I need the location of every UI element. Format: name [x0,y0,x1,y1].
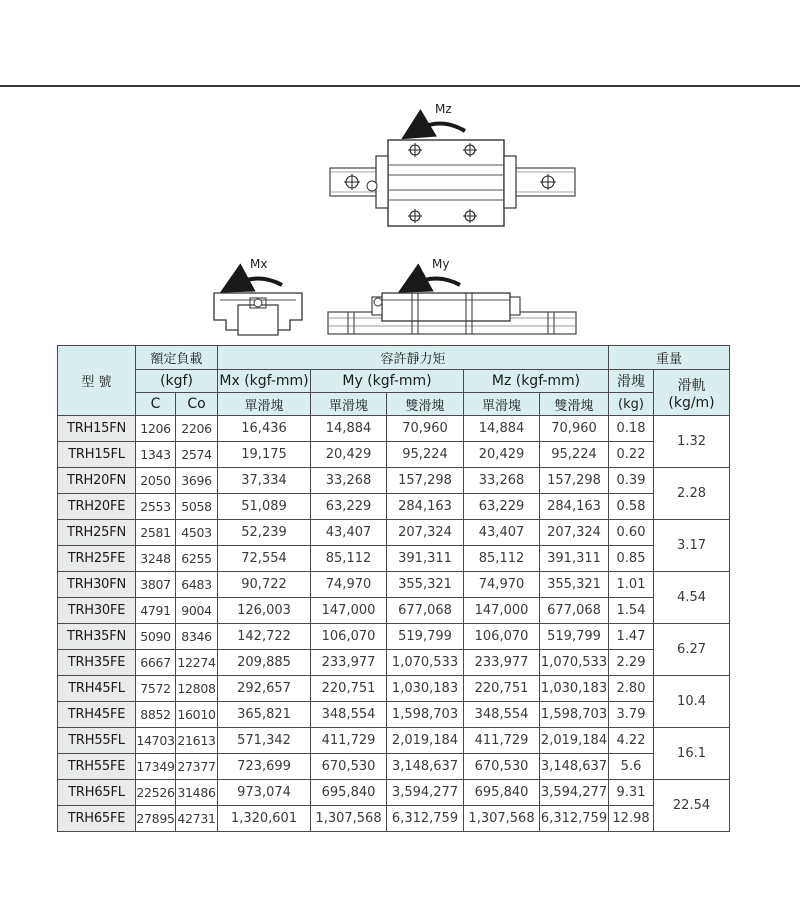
mx-cell: 90,722 [218,572,311,598]
table-row [58,676,730,702]
co-cell: 6483 [176,572,218,598]
c-cell: 1343 [136,442,176,468]
mz-double-cell: 207,324 [540,520,609,546]
my-single-cell: 33,268 [311,468,387,494]
mx-cell: 126,003 [218,598,311,624]
my-double-cell: 391,311 [387,546,464,572]
my-single-cell: 670,530 [311,754,387,780]
rail-weight-cell: 1.32 [654,416,730,468]
header-my: My (kgf-mm) [311,370,464,393]
my-double-cell: 157,298 [387,468,464,494]
block-weight-cell: 5.6 [609,754,654,780]
model-cell: TRH45FL [58,676,136,702]
mz-label: Mz [435,102,452,116]
mz-single-cell: 695,840 [464,780,540,806]
mx-cell: 51,089 [218,494,311,520]
co-cell: 16010 [176,702,218,728]
block-weight-cell: 1.01 [609,572,654,598]
c-cell: 2553 [136,494,176,520]
my-double-cell: 284,163 [387,494,464,520]
header-mz: Mz (kgf-mm) [464,370,609,393]
mz-single-cell: 20,429 [464,442,540,468]
mz-single-cell: 1,307,568 [464,806,540,832]
header-mz-double: 雙滑塊 [540,393,609,416]
my-double-cell: 1,598,703 [387,702,464,728]
model-cell: TRH20FN [58,468,136,494]
mx-cell: 19,175 [218,442,311,468]
my-single-cell: 14,884 [311,416,387,442]
my-double-cell: 207,324 [387,520,464,546]
table-row [58,494,730,520]
table-row [58,416,730,442]
co-cell: 4503 [176,520,218,546]
mz-double-cell: 95,224 [540,442,609,468]
table-row [58,754,730,780]
mz-double-cell: 6,312,759 [540,806,609,832]
block-weight-cell: 12.98 [609,806,654,832]
my-single-cell: 63,229 [311,494,387,520]
co-cell: 21613 [176,728,218,754]
co-cell: 12808 [176,676,218,702]
header-mx: Mx (kgf-mm) [218,370,311,393]
mz-single-cell: 63,229 [464,494,540,520]
mx-cell: 571,342 [218,728,311,754]
block-weight-cell: 9.31 [609,780,654,806]
table-row [58,806,730,832]
my-double-cell: 355,321 [387,572,464,598]
co-cell: 3696 [176,468,218,494]
header-weight: 重量 [609,346,730,370]
header-co: Co [176,393,218,416]
mx-cell: 1,320,601 [218,806,311,832]
my-label: My [432,257,450,271]
block-weight-cell: 0.22 [609,442,654,468]
mx-cell: 292,657 [218,676,311,702]
rail-weight-cell: 4.54 [654,572,730,624]
block-weight-cell: 0.39 [609,468,654,494]
c-cell: 14703 [136,728,176,754]
c-cell: 8852 [136,702,176,728]
model-cell: TRH30FN [58,572,136,598]
mz-double-cell: 1,070,533 [540,650,609,676]
mx-cell: 16,436 [218,416,311,442]
mz-single-cell: 85,112 [464,546,540,572]
my-double-cell: 3,594,277 [387,780,464,806]
mx-cell: 72,554 [218,546,311,572]
specification-table [57,345,730,832]
my-double-cell: 677,068 [387,598,464,624]
mx-cell: 723,699 [218,754,311,780]
mz-double-cell: 157,298 [540,468,609,494]
rail-weight-cell: 16.1 [654,728,730,780]
moment-diagram [0,0,800,345]
block-weight-cell: 0.85 [609,546,654,572]
mz-single-cell: 43,407 [464,520,540,546]
co-cell: 42731 [176,806,218,832]
mx-cell: 37,334 [218,468,311,494]
mz-single-cell: 220,751 [464,676,540,702]
my-single-cell: 85,112 [311,546,387,572]
co-cell: 27377 [176,754,218,780]
block-weight-cell: 1.54 [609,598,654,624]
table-body [58,416,730,832]
my-double-cell: 6,312,759 [387,806,464,832]
mz-double-cell: 70,960 [540,416,609,442]
c-cell: 3807 [136,572,176,598]
my-single-cell: 43,407 [311,520,387,546]
co-cell: 9004 [176,598,218,624]
header-model: 型 號 [58,346,136,416]
mz-double-cell: 1,598,703 [540,702,609,728]
mz-double-cell: 3,594,277 [540,780,609,806]
header-c: C [136,393,176,416]
rail-weight-cell: 3.17 [654,520,730,572]
model-cell: TRH20FE [58,494,136,520]
header-static-moment: 容許靜力矩 [218,346,609,370]
c-cell: 4791 [136,598,176,624]
block-weight-cell: 0.18 [609,416,654,442]
c-cell: 1206 [136,416,176,442]
table-row [58,546,730,572]
co-cell: 6255 [176,546,218,572]
block-weight-cell: 0.58 [609,494,654,520]
c-cell: 17349 [136,754,176,780]
mz-double-cell: 1,030,183 [540,676,609,702]
my-double-cell: 70,960 [387,416,464,442]
model-cell: TRH55FL [58,728,136,754]
my-single-cell: 695,840 [311,780,387,806]
header-load: 額定負載 [136,346,218,370]
my-single-cell: 220,751 [311,676,387,702]
mz-single-cell: 411,729 [464,728,540,754]
mx-cell: 52,239 [218,520,311,546]
my-double-cell: 95,224 [387,442,464,468]
co-cell: 5058 [176,494,218,520]
mz-double-cell: 391,311 [540,546,609,572]
table-row [58,468,730,494]
mz-double-cell: 677,068 [540,598,609,624]
mz-double-cell: 3,148,637 [540,754,609,780]
header-mz-single: 單滑塊 [464,393,540,416]
my-double-cell: 519,799 [387,624,464,650]
block-weight-cell: 4.22 [609,728,654,754]
rail-weight-label: 滑軌 [677,377,706,394]
c-cell: 3248 [136,546,176,572]
rail-weight-cell: 10.4 [654,676,730,728]
table-row [58,728,730,754]
table-row [58,598,730,624]
my-single-cell: 411,729 [311,728,387,754]
table-row [58,442,730,468]
c-cell: 27895 [136,806,176,832]
my-single-cell: 20,429 [311,442,387,468]
model-cell: TRH35FN [58,624,136,650]
mz-double-cell: 355,321 [540,572,609,598]
c-cell: 2050 [136,468,176,494]
co-cell: 2206 [176,416,218,442]
end-view-block [214,257,302,335]
header-block-unit: (kg) [609,393,654,416]
my-single-cell: 348,554 [311,702,387,728]
header-block-weight: 滑塊 [609,370,654,393]
rail-weight-cell: 6.27 [654,624,730,676]
my-single-cell: 106,070 [311,624,387,650]
mx-cell: 365,821 [218,702,311,728]
mz-single-cell: 348,554 [464,702,540,728]
header-load-unit: (kgf) [136,370,218,393]
c-cell: 5090 [136,624,176,650]
model-cell: TRH45FE [58,702,136,728]
my-double-cell: 3,148,637 [387,754,464,780]
top-view-block [330,102,575,226]
mz-single-cell: 14,884 [464,416,540,442]
c-cell: 6667 [136,650,176,676]
header-my-double: 雙滑塊 [387,393,464,416]
header-mx-single: 單滑塊 [218,393,311,416]
co-cell: 31486 [176,780,218,806]
model-cell: TRH65FE [58,806,136,832]
model-cell: TRH35FE [58,650,136,676]
model-cell: TRH15FN [58,416,136,442]
my-double-cell: 2,019,184 [387,728,464,754]
side-view-block [328,257,576,334]
model-cell: TRH55FE [58,754,136,780]
header-my-single: 單滑塊 [311,393,387,416]
block-weight-cell: 3.79 [609,702,654,728]
table-row [58,572,730,598]
my-single-cell: 233,977 [311,650,387,676]
mx-cell: 973,074 [218,780,311,806]
co-cell: 8346 [176,624,218,650]
table-row [58,780,730,806]
block-weight-cell: 0.60 [609,520,654,546]
mz-single-cell: 233,977 [464,650,540,676]
mz-single-cell: 147,000 [464,598,540,624]
co-cell: 2574 [176,442,218,468]
table-row [58,520,730,546]
mz-single-cell: 106,070 [464,624,540,650]
model-cell: TRH25FE [58,546,136,572]
my-double-cell: 1,030,183 [387,676,464,702]
mz-double-cell: 519,799 [540,624,609,650]
my-single-cell: 147,000 [311,598,387,624]
my-single-cell: 74,970 [311,572,387,598]
my-single-cell: 1,307,568 [311,806,387,832]
rail-weight-cell: 22.54 [654,780,730,832]
header-rail-weight [654,370,730,416]
my-double-cell: 1,070,533 [387,650,464,676]
mz-single-cell: 33,268 [464,468,540,494]
model-cell: TRH65FL [58,780,136,806]
table-row [58,702,730,728]
rail-weight-cell: 2.28 [654,468,730,520]
block-weight-cell: 2.80 [609,676,654,702]
c-cell: 22526 [136,780,176,806]
mx-cell: 209,885 [218,650,311,676]
mz-single-cell: 74,970 [464,572,540,598]
mz-double-cell: 2,019,184 [540,728,609,754]
table-row [58,650,730,676]
c-cell: 2581 [136,520,176,546]
block-weight-cell: 2.29 [609,650,654,676]
rail-weight-unit: (kg/m) [668,394,715,411]
model-cell: TRH25FN [58,520,136,546]
block-weight-cell: 1.47 [609,624,654,650]
c-cell: 7572 [136,676,176,702]
model-cell: TRH15FL [58,442,136,468]
mx-cell: 142,722 [218,624,311,650]
table-row [58,624,730,650]
mz-single-cell: 670,530 [464,754,540,780]
model-cell: TRH30FE [58,598,136,624]
co-cell: 12274 [176,650,218,676]
mz-double-cell: 284,163 [540,494,609,520]
mx-label: Mx [250,257,268,271]
